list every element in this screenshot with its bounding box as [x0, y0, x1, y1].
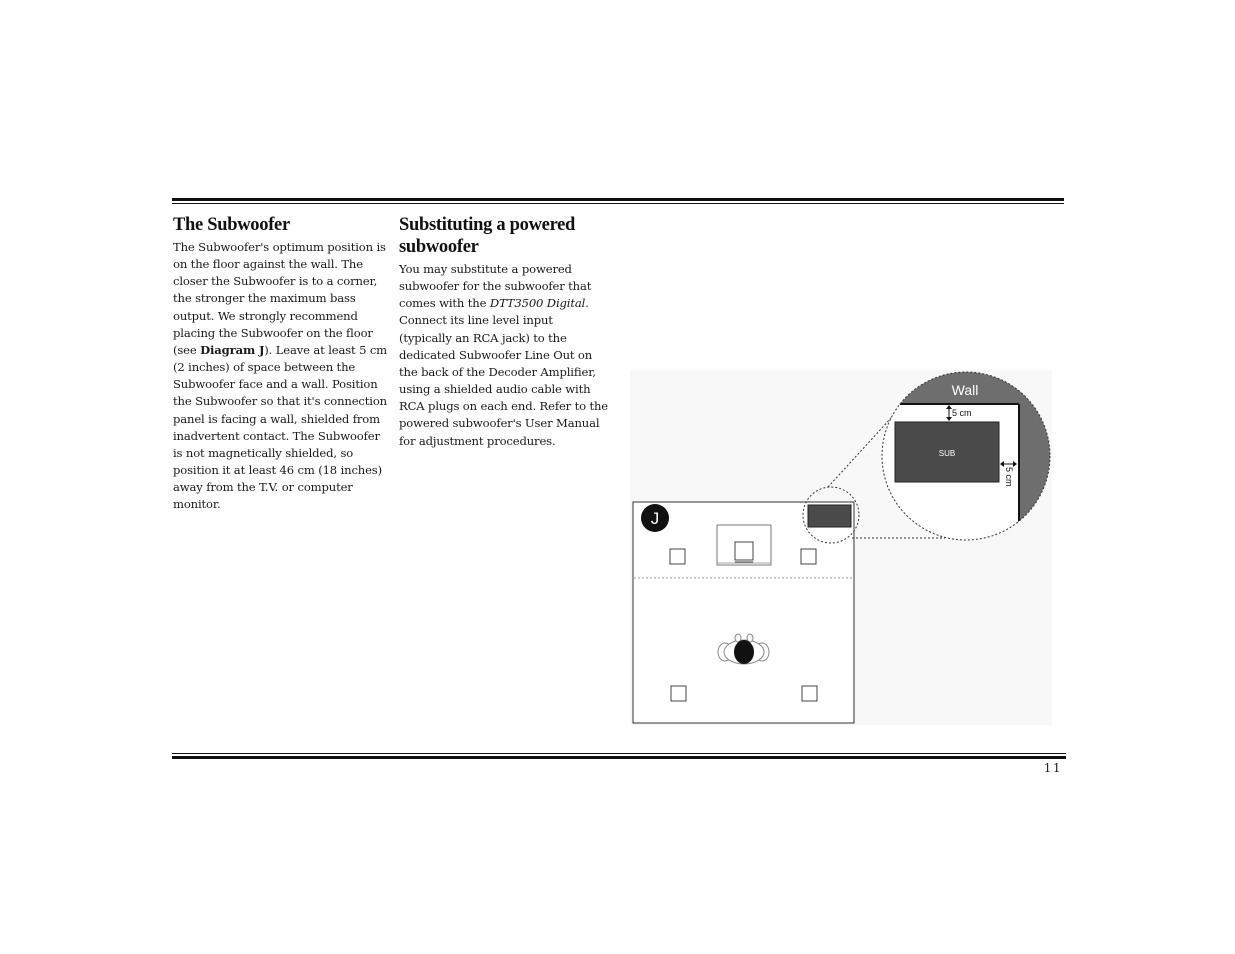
bottom-rule — [172, 756, 1066, 759]
subwoofer-section — [173, 214, 388, 514]
sub-label: SUB — [938, 449, 956, 458]
powered-text-part1: You may substitute a powered subwoofer for the subwoofer that comes with the — [399, 262, 592, 311]
subwoofer-in-room — [808, 505, 851, 527]
diagram-label: J — [650, 509, 660, 528]
top-rule — [172, 198, 1064, 201]
center-speaker — [735, 542, 753, 560]
front-right-speaker — [801, 549, 816, 564]
bottom-rule-thin — [172, 753, 1066, 754]
top-gap-label: 5 cm — [952, 408, 972, 418]
powered-subwoofer-section — [399, 214, 609, 450]
diagram-j — [630, 370, 1052, 725]
product-name: DTT3500 Digital — [489, 296, 586, 311]
rear-left-speaker — [671, 686, 686, 701]
side-gap-label: 5 cm — [1004, 467, 1014, 487]
page-number: 11 — [1043, 761, 1062, 775]
section-heading-subwoofer: The Subwoofer — [173, 215, 290, 235]
subwoofer-text-part1: The Subwoofer's optimum position is on the floor against the wall. The closer the Subwoofer is to a corner, the stronger the maximum bass output. We strongly recommend placing the Subwoofer on the floor (see — [173, 240, 386, 357]
subwoofer-body-text — [173, 239, 388, 514]
subwoofer-text-part2: ). Leave at least 5 cm (2 inches) of space between the Subwoofer face and a wall. Position the Subwoofer so that it's connection panel is facing a wall, shielded from inadvertent contact. The Subwoofer is not magnetically shielded, so position it at least 46 cm (18 inches) away from the T.V. or computer monitor. — [173, 342, 388, 512]
diagram-reference: Diagram J — [200, 342, 265, 357]
section-heading-powered-subwoofer: Substituting a powered subwoofer — [399, 215, 576, 257]
powered-text-part2: . Connect its line level input (typically an RCA jack) to the dedicated Subwoofer Line Out on the back of the Decoder Amplifier, using a shielded audio cable with RCA plugs on each end. Refer to the powered subwoofer's User Manual for adjustment procedures. — [399, 296, 609, 448]
rear-right-speaker — [802, 686, 817, 701]
wall-label: Wall — [951, 382, 979, 398]
front-left-speaker — [670, 549, 685, 564]
powered-subwoofer-body-text — [399, 261, 609, 450]
top-rule-thin — [172, 203, 1064, 204]
